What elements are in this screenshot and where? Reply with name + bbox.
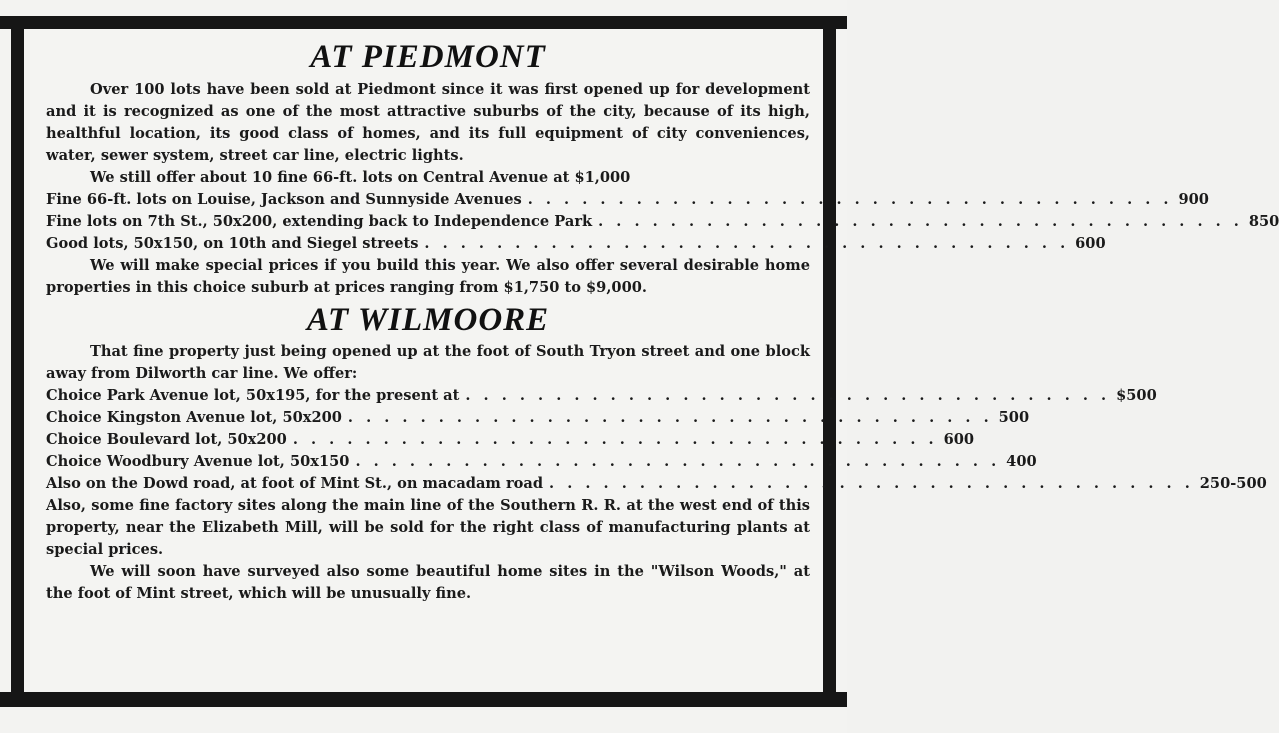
lot-price: $500	[1116, 387, 1157, 404]
lot-listing	[46, 189, 1209, 211]
piedmont-heading: AT PIEDMONT	[310, 39, 546, 75]
lot-price: 600	[1075, 235, 1106, 252]
wilmoore-section	[46, 299, 1267, 605]
wilmoore-closing: We will soon have surveyed also some beautiful home sites in the "Wilson Woods," at the foot of Mint street, which will be unusually fine.	[46, 563, 810, 602]
leader-dots: . . . . . . . . . . . . . . . . . . . . . . . . . . . . . . . . . . . .	[465, 387, 1111, 404]
leader-dots: . . . . . . . . . . . . . . . . . . . . . . . . . . . . . . . . . . . .	[355, 453, 1001, 470]
piedmont-intro: Over 100 lots have been sold at Piedmont since it was first opened up for development and it is recognized as one of the most attractive suburbs of the city, because of its high, healthful location, its good class of homes, and its full equipment of city conveniences, water, sewer system, street car line, electric lights.	[46, 81, 810, 164]
piedmont-section	[46, 35, 1279, 299]
leader-dots: . . . . . . . . . . . . . . . . . . . . . . . . . . . . . . . . . . . .	[549, 475, 1194, 492]
lot-price: 900	[1178, 191, 1209, 208]
leader-dots: . . . . . . . . . . . . . . . . . . . . . . . . . . . . . . . . . . . .	[424, 235, 1070, 252]
lot-description: Also on the Dowd road, at foot of Mint St., on macadam road	[46, 475, 544, 492]
top-border-rule	[0, 16, 847, 29]
ad-content	[46, 35, 1279, 605]
left-border-rule	[11, 16, 24, 707]
piedmont-offer: We still offer about 10 fine 66-ft. lots on Central Avenue at $1,000	[90, 169, 631, 186]
lot-description: Choice Woodbury Avenue lot, 50x150	[46, 453, 350, 470]
lot-description: Fine lots on 7th St., 50x200, extending back to Independence Park	[46, 213, 593, 230]
leader-dots: . . . . . . . . . . . . . . . . . . . . . . . . . . . . . . . . . . . .	[527, 191, 1173, 208]
lot-listing	[46, 473, 1267, 495]
lot-price: 850	[1248, 213, 1279, 230]
wilmoore-factory-sites: Also, some fine factory sites along the main line of the Southern R. R. at the west end of this property, near the Elizabeth Mill, will be sold for the right class of manufacturing plants at special prices.	[46, 497, 810, 558]
right-border-rule	[823, 16, 836, 707]
lot-description: Good lots, 50x150, on 10th and Siegel streets	[46, 235, 419, 252]
lot-listing	[46, 429, 975, 451]
bottom-border-rule	[0, 692, 847, 707]
lot-description: Fine 66-ft. lots on Louise, Jackson and Sunnyside Avenues	[46, 191, 522, 208]
wilmoore-intro: That fine property just being opened up at the foot of South Tryon street and one block away from Dilworth car line. We offer:	[46, 343, 810, 382]
piedmont-closing: We will make special prices if you build this year. We also offer several desirable home properties in this choice suburb at prices ranging from $1,750 to $9,000.	[46, 257, 810, 296]
lot-listing	[46, 451, 1037, 473]
lot-description: Choice Boulevard lot, 50x200	[46, 431, 287, 448]
lot-price: 600	[943, 431, 975, 448]
leader-dots: . . . . . . . . . . . . . . . . . . . . . . . . . . . . . . . . . . . .	[347, 409, 993, 426]
real-estate-advertisement	[24, 29, 1279, 692]
lot-listing	[46, 211, 1279, 233]
leader-dots: . . . . . . . . . . . . . . . . . . . . . . . . . . . . . . . . . . . .	[292, 431, 938, 448]
lot-price: 250-500	[1199, 475, 1267, 492]
lot-description: Choice Park Avenue lot, 50x195, for the present at	[46, 387, 460, 404]
wilmoore-heading: AT WILMOORE	[306, 302, 550, 338]
lot-listing	[46, 385, 1157, 407]
lot-price: 400	[1006, 453, 1037, 470]
leader-dots: . . . . . . . . . . . . . . . . . . . . . . . . . . . . . . . . . . . .	[598, 213, 1243, 230]
lot-listing	[46, 407, 1030, 429]
lot-price: 500	[998, 409, 1030, 426]
lot-description: Choice Kingston Avenue lot, 50x200	[46, 409, 342, 426]
lot-listing	[46, 233, 1106, 255]
